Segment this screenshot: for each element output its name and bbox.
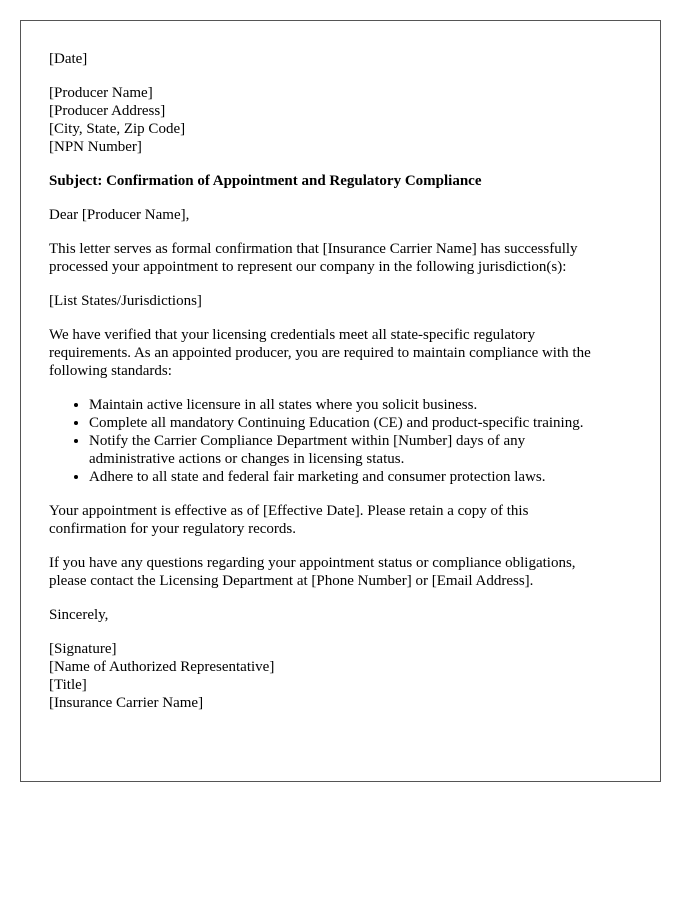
representative-name: [Name of Authorized Representative] xyxy=(49,659,275,675)
effective-paragraph xyxy=(49,502,632,538)
text-line: Your appointment is effective as of [Effective Date]. Please retain a copy of this xyxy=(49,503,529,519)
producer-address: [Producer Address] xyxy=(49,103,166,119)
letter xyxy=(20,20,661,782)
closing: Sincerely, xyxy=(49,607,109,623)
list-item xyxy=(89,468,632,486)
city-state-zip: [City, State, Zip Code] xyxy=(49,121,186,137)
text-line: processed your appointment to represent our company in the following jurisdiction(s): xyxy=(49,259,567,275)
text-line: requirements. As an appointed producer, you are required to maintain compliance with the xyxy=(49,345,591,361)
list-item-text: • Notify the Carrier Compliance Department within [Number] days of any xyxy=(89,433,526,449)
verification-paragraph xyxy=(49,326,632,380)
list-item xyxy=(89,414,632,432)
salutation: Dear [Producer Name], xyxy=(49,207,190,223)
representative-title: [Title] xyxy=(49,677,87,693)
list-item-text: Adhere to all state and federal fair marketing and consumer protection laws. xyxy=(89,469,546,485)
text-line: We have verified that your licensing credentials meet all state-specific regulatory xyxy=(49,327,536,343)
list-item-text: Maintain active licensure in all states where you solicit business. xyxy=(89,397,478,413)
recipient-address xyxy=(49,84,632,156)
list-item xyxy=(89,432,632,468)
text-line: This letter serves as formal confirmation that [Insurance Carrier Name] has successfully xyxy=(49,241,578,257)
carrier-name: [Insurance Carrier Name] xyxy=(49,695,204,711)
contact-paragraph xyxy=(49,554,632,590)
jurisdictions: [List States/Jurisdictions] xyxy=(49,293,202,309)
list-item-text: administrative actions or changes in licensing status. xyxy=(89,451,405,467)
standards-list xyxy=(49,396,632,486)
text-line: If you have any questions regarding your appointment status or compliance obligations, xyxy=(49,555,576,571)
date: [Date] xyxy=(49,51,88,67)
text-line: please contact the Licensing Department at [Phone Number] or [Email Address]. xyxy=(49,573,534,589)
list-item-text: Complete all mandatory Continuing Education (CE) and product-specific training. xyxy=(89,415,584,431)
intro-paragraph xyxy=(49,240,632,276)
producer-name: [Producer Name] xyxy=(49,85,153,101)
list-item xyxy=(89,396,632,414)
text-line: confirmation for your regulatory records. xyxy=(49,521,296,537)
npn-number: [NPN Number] xyxy=(49,139,142,155)
subject-line: Subject: Confirmation of Appointment and Regulatory Compliance xyxy=(49,173,482,189)
signature-block xyxy=(49,640,632,712)
signature: [Signature] xyxy=(49,641,117,657)
text-line: following standards: xyxy=(49,363,172,379)
